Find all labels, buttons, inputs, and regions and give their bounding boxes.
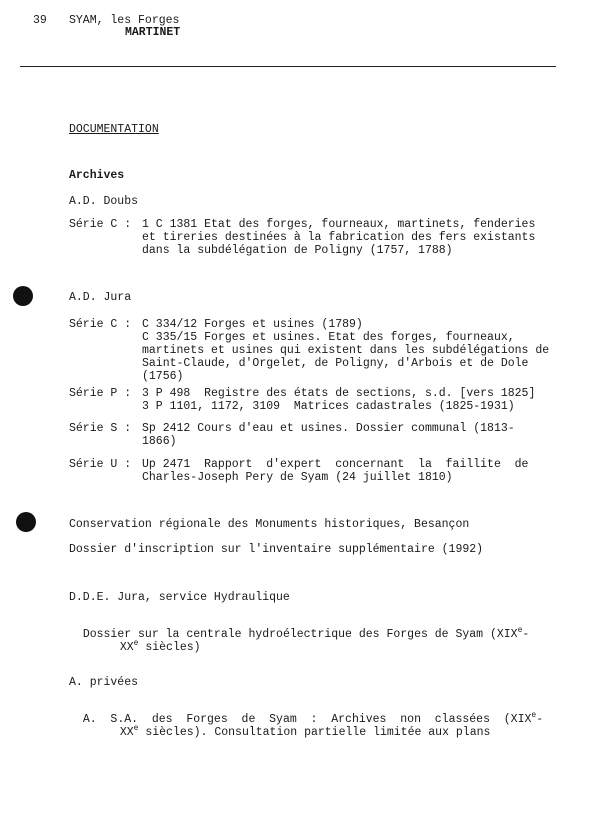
- ad-jura-serie-s-label: Série S :: [69, 422, 132, 435]
- dde-dossier-text: -: [522, 628, 530, 641]
- ad-jura-serie-p-line: 3 P 1101, 1172, 3109 Matrices cadastrales (1825-1931): [142, 400, 515, 413]
- superscript-e: e: [133, 724, 139, 733]
- ad-jura-serie-u-line: Charles-Joseph Pery de Syam (24 juillet 1810): [142, 471, 453, 484]
- superscript-e: e: [531, 711, 537, 720]
- ad-jura-serie-u-line: Up 2471 Rapport d'expert concernant la faillite de: [142, 458, 529, 471]
- ad-jura-serie-c-line: (1756): [142, 370, 184, 383]
- privees-title: A. privées: [69, 676, 139, 689]
- ad-jura-serie-c-line: martinets et usines qui existent dans les subdélégations de: [142, 344, 550, 357]
- privees-text: siècles). Consultation partielle limitée aux plans: [138, 726, 491, 739]
- ad-jura-serie-c-label: Série C :: [69, 318, 132, 331]
- conservation-title: Conservation régionale des Monuments historiques, Besançon: [69, 518, 470, 531]
- punch-hole-mark: [16, 512, 36, 532]
- ad-jura-serie-s-line: 1866): [142, 435, 177, 448]
- dde-dossier-text: Dossier sur la centrale hydroélectrique des Forges de Syam (XIX: [82, 628, 518, 641]
- ad-jura-title: A.D. Jura: [69, 291, 132, 304]
- header-place: SYAM, les Forges: [69, 14, 180, 27]
- section-title: DOCUMENTATION: [69, 123, 159, 136]
- ad-doubs-serie-c-line: dans la subdélégation de Poligny (1757, 1788): [142, 244, 453, 257]
- ad-jura-serie-c-line: C 335/15 Forges et usines. Etat des forges, fourneaux,: [142, 331, 515, 344]
- ad-doubs-serie-c-label: Série C :: [69, 218, 132, 231]
- ad-doubs-serie-c-line: 1 C 1381 Etat des forges, fourneaux, martinets, fenderies: [142, 218, 536, 231]
- punch-hole-mark: [13, 286, 33, 306]
- dde-dossier-text: XX: [119, 641, 134, 654]
- header-divider: [20, 66, 556, 67]
- ad-doubs-title: A.D. Doubs: [69, 195, 139, 208]
- header-name: MARTINET: [125, 26, 181, 39]
- ad-jura-serie-c-line: C 334/12 Forges et usines (1789): [142, 318, 363, 331]
- dde-title: D.D.E. Jura, service Hydraulique: [69, 591, 290, 604]
- privees-text: XX: [119, 726, 134, 739]
- superscript-e: e: [133, 639, 139, 648]
- ad-jura-serie-s-line: Sp 2412 Cours d'eau et usines. Dossier communal (1813-: [142, 422, 515, 435]
- dde-dossier-text: siècles): [138, 641, 201, 654]
- superscript-e: e: [517, 626, 523, 635]
- ad-jura-serie-p-line: 3 P 498 Registre des états de sections, s.d. [vers 1825]: [142, 387, 536, 400]
- dde-dossier-line: [106, 628, 201, 654]
- ad-jura-serie-c-line: Saint-Claude, d'Orgelet, de Poligny, d'Arbois et de Dole: [142, 357, 529, 370]
- page-number: 39: [33, 14, 47, 27]
- privees-line: [106, 713, 490, 739]
- privees-text: -: [536, 713, 544, 726]
- privees-text: A. S.A. des Forges de Syam : Archives non classées (XIX: [82, 713, 532, 726]
- ad-jura-serie-u-label: Série U :: [69, 458, 132, 471]
- ad-doubs-serie-c-line: et tireries destinées à la fabrication des fers existants: [142, 231, 536, 244]
- ad-jura-serie-p-label: Série P :: [69, 387, 132, 400]
- conservation-dossier: Dossier d'inscription sur l'inventaire supplémentaire (1992): [69, 543, 484, 556]
- archives-title: Archives: [69, 169, 125, 182]
